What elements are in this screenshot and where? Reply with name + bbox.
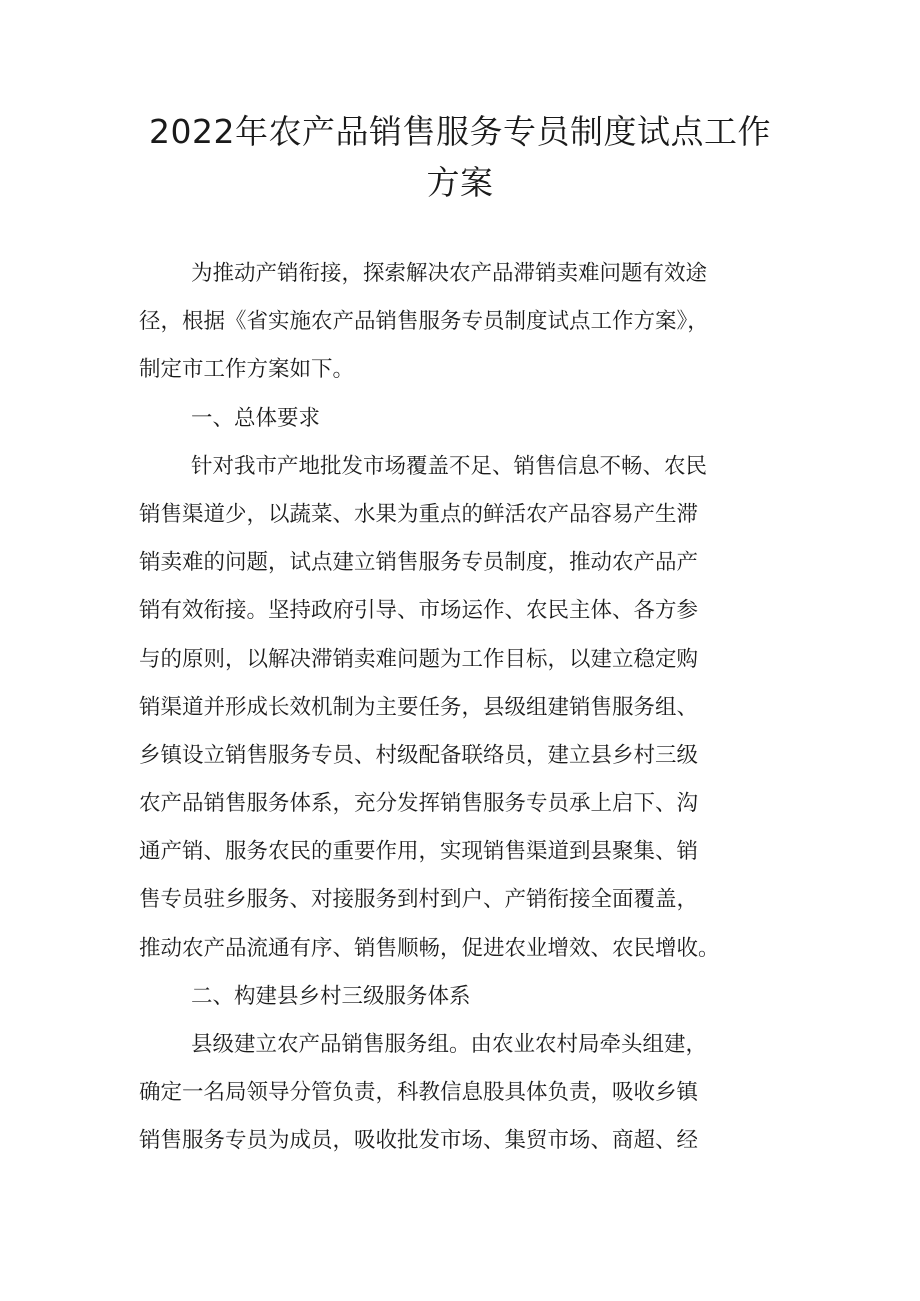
paragraph-line: 推动农产品流通有序、销售顺畅，促进农业增效、农民增收。 <box>139 935 720 961</box>
paragraph-line: 径，根据《省实施农产品销售服务专员制度试点工作方案》， <box>139 309 709 335</box>
paragraph-line: 农产品销售服务体系，充分发挥销售服务专员承上启下、沟 <box>139 791 699 817</box>
document-title-line-1: 2022年农产品销售服务专员制度试点工作 <box>149 112 771 151</box>
paragraph-line: 销渠道并形成长效机制为主要任务，县级组建销售服务组、 <box>139 694 699 720</box>
section-heading: 一、总体要求 <box>191 405 321 431</box>
paragraph-line: 销有效衔接。坚持政府引导、市场运作、农民主体、各方参 <box>139 598 699 624</box>
document-title-line-2: 方案 <box>426 163 494 202</box>
paragraph-line: 制定市工作方案如下。 <box>139 357 355 383</box>
paragraph-line: 销售服务专员为成员，吸收批发市场、集贸市场、商超、经 <box>139 1128 699 1154</box>
paragraph-line: 乡镇设立销售服务专员、村级配备联络员，建立县乡村三级 <box>139 742 699 768</box>
paragraph-line: 与的原则，以解决滞销卖难问题为工作目标，以建立稳定购 <box>139 646 699 672</box>
paragraph-line: 确定一名局领导分管负责，科教信息股具体负责，吸收乡镇 <box>139 1080 699 1106</box>
paragraph-line: 为推动产销衔接，探索解决农产品滞销卖难问题有效途 <box>191 261 708 286</box>
paragraph-line: 县级建立农产品销售服务组。由农业农村局牵头组建， <box>191 1032 708 1057</box>
paragraph-line: 销卖难的问题，试点建立销售服务专员制度，推动农产品产 <box>139 550 699 576</box>
paragraph-line: 售专员驻乡服务、对接服务到村到户、产销衔接全面覆盖， <box>139 887 699 913</box>
paragraph-line: 销售渠道少，以蔬菜、水果为重点的鲜活农产品容易产生滞 <box>139 501 699 527</box>
paragraph-line: 针对我市产地批发市场覆盖不足、销售信息不畅、农民 <box>191 453 708 479</box>
document-body <box>139 250 799 1166</box>
section-heading: 二、构建县乡村三级服务体系 <box>191 983 471 1009</box>
paragraph-line: 通产销、服务农民的重要作用，实现销售渠道到县聚集、销 <box>139 839 699 865</box>
